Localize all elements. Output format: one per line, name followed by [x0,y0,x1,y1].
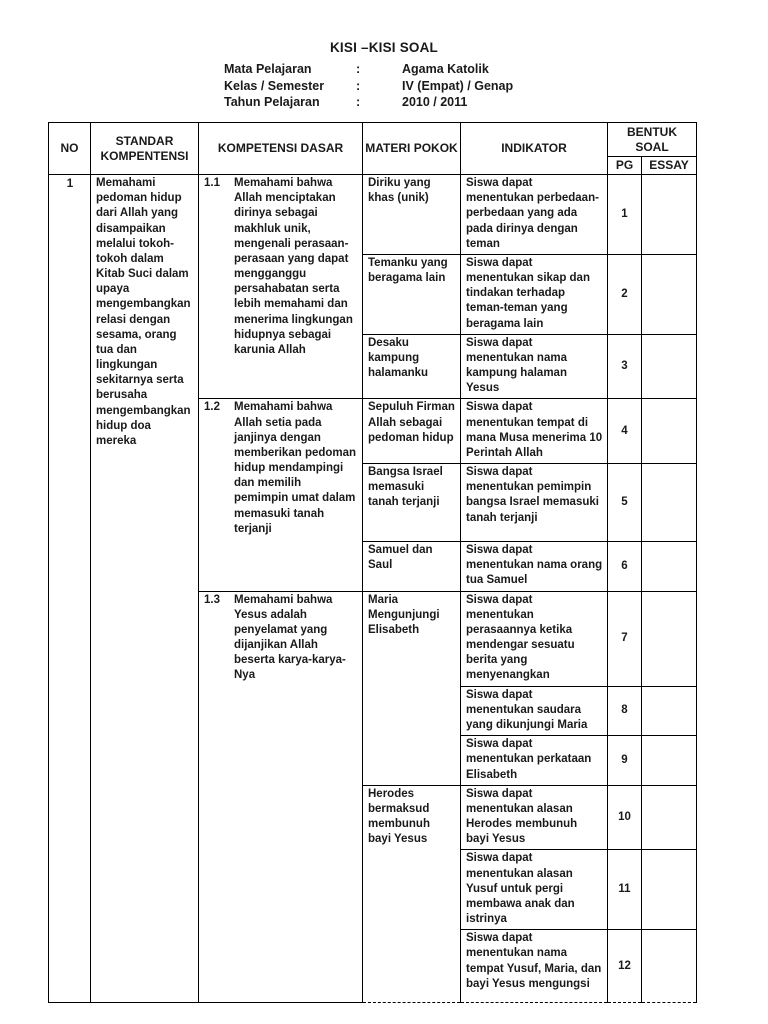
cell-essay-10 [642,785,697,850]
cell-kompetensi-dasar-3 [199,591,363,1003]
col-header-standar-kompetensi: STANDAR KOMPENTENSI [91,123,199,175]
meta-separator: : [356,62,361,76]
col-header-bentuk-soal: BENTUK SOAL [608,123,697,157]
cell-indikator-10: Siswa dapat menentukan alasan Herodes membunuh bayi Yesus [461,785,608,850]
cell-pg-9: 9 [608,736,642,786]
cell-pg-1: 1 [608,175,642,255]
cell-pg-7: 7 [608,591,642,686]
kisi-kisi-table-wrapper [48,122,697,1003]
kd-text: Memahami bahwa Yesus adalah penyelamat yang dijanjikan Allah beserta karya-karya-Nya [234,593,346,682]
cell-materi-3: Desaku kampung halamanku [363,334,461,399]
cell-materi-1: Diriku yang khas (unik) [363,175,461,255]
meta-value-mata-pelajaran: Agama Katolik [402,62,489,76]
cell-pg-11: 11 [608,850,642,930]
meta-value-tahun-pelajaran: 2010 / 2011 [402,95,468,109]
cell-pg-3: 3 [608,334,642,399]
cell-essay-8 [642,686,697,736]
meta-value-kelas-semester: IV (Empat) / Genap [402,78,514,93]
cell-materi-4: Sepuluh Firman Allah sebagai pedoman hidup [363,399,461,464]
meta-label-kelas-semester: Kelas / Semester [224,78,325,93]
page-title: KISI –KISI SOAL [329,40,439,55]
cell-essay-3 [642,334,697,399]
col-header-materi-pokok: MATERI POKOK [363,123,461,175]
meta-label-tahun-pelajaran: Tahun Pelajaran [224,95,320,109]
col-header-essay: ESSAY [642,157,697,175]
cell-essay-5 [642,464,697,542]
meta-separator: : [356,78,361,93]
cell-indikator-6: Siswa dapat menentukan nama orang tua Samuel [461,542,608,592]
cell-essay-11 [642,850,697,930]
cell-materi-7: Maria Mengunjungi Elisabeth [363,591,461,785]
kd-text: Memahami bahwa Allah setia pada janjinya dengan memberikan pedoman hidup mendampingi dan memilih pemimpin umat dalam memasuki tanah terjanji [234,401,357,535]
cell-indikator-3: Siswa dapat menentukan nama kampung halaman Yesus [461,334,608,399]
cell-materi-5: Bangsa Israel memasuki tanah terjanji [363,464,461,542]
document-meta [224,61,513,111]
cell-kompetensi-dasar-2 [199,399,363,591]
cell-pg-5: 5 [608,464,642,542]
cell-indikator-9: Siswa dapat menentukan perkataan Elisabeth [461,736,608,786]
cell-indikator-11: Siswa dapat menentukan alasan Yusuf untuk pergi membawa anak dan istrinya [461,850,608,930]
kd-number: 1.2 [204,401,220,414]
cell-indikator-5: Siswa dapat menentukan pemimpin bangsa Israel memasuki tanah terjanji [461,464,608,542]
kd-number: 1.1 [204,177,220,189]
cell-indikator-8: Siswa dapat menentukan saudara yang dikunjungi Maria [461,686,608,736]
cell-pg-10: 10 [608,785,642,850]
cell-indikator-1: Siswa dapat menentukan perbedaan-perbedaan yang ada pada dirinya dengan teman [461,175,608,255]
cell-materi-6: Samuel dan Saul [363,542,461,592]
cell-essay-7 [642,591,697,686]
cell-essay-12 [642,930,697,1003]
kisi-kisi-table [48,122,697,1003]
cell-essay-6 [642,542,697,592]
cell-materi-2: Temanku yang beragama lain [363,254,461,334]
cell-indikator-7: Siswa dapat menentukan perasaannya ketika mendengar sesuatu berita yang menyenangkan [461,591,608,686]
meta-label-mata-pelajaran: Mata Pelajaran [224,62,312,76]
col-header-pg: PG [608,157,642,175]
kd-number: 1.3 [204,593,220,606]
cell-pg-12: 12 [608,930,642,1003]
cell-essay-2 [642,254,697,334]
cell-standar-kompetensi: Memahami pedoman hidup dari Allah yang disampaikan melalui tokoh-tokoh dalam Kitab Suci dalam upaya mengembangkan relasi dengan sesama, orang tua dan lingkungan sekitarnya serta berusaha mengembangkan hidup doa mereka [91,175,199,1003]
cell-kompetensi-dasar-1 [199,175,363,399]
cell-indikator-2: Siswa dapat menentukan sikap dan tindakan terhadap teman-teman yang beragama lain [461,254,608,334]
kd-text: Memahami bahwa Allah menciptakan dirinya sebagai makhluk unik, mengenali perasaan-perasaan yang dapat mengganggu persahabatan serta lebih memahami dan menerima lingkungan hidupnya sebagai karunia Allah [234,177,353,356]
cell-indikator-12: Siswa dapat menentukan nama tempat Yusuf, Maria, dan bayi Yesus mengungsi [461,930,608,1003]
cell-essay-4 [642,399,697,464]
cell-indikator-4: Siswa dapat menentukan tempat di mana Musa menerima 10 Perintah Allah [461,399,608,464]
cell-pg-8: 8 [608,686,642,736]
col-header-indikator: INDIKATOR [461,123,608,175]
col-header-kompetensi-dasar: KOMPETENSI DASAR [199,123,363,175]
meta-separator: : [356,95,361,109]
cell-essay-1 [642,175,697,255]
cell-materi-8: Herodes bermaksud membunuh bayi Yesus [363,785,461,1003]
cell-pg-2: 2 [608,254,642,334]
cell-essay-9 [642,736,697,786]
cell-pg-4: 4 [608,399,642,464]
cell-pg-6: 6 [608,542,642,592]
cell-no: 1 [49,175,91,1003]
col-header-no: NO [49,123,91,175]
